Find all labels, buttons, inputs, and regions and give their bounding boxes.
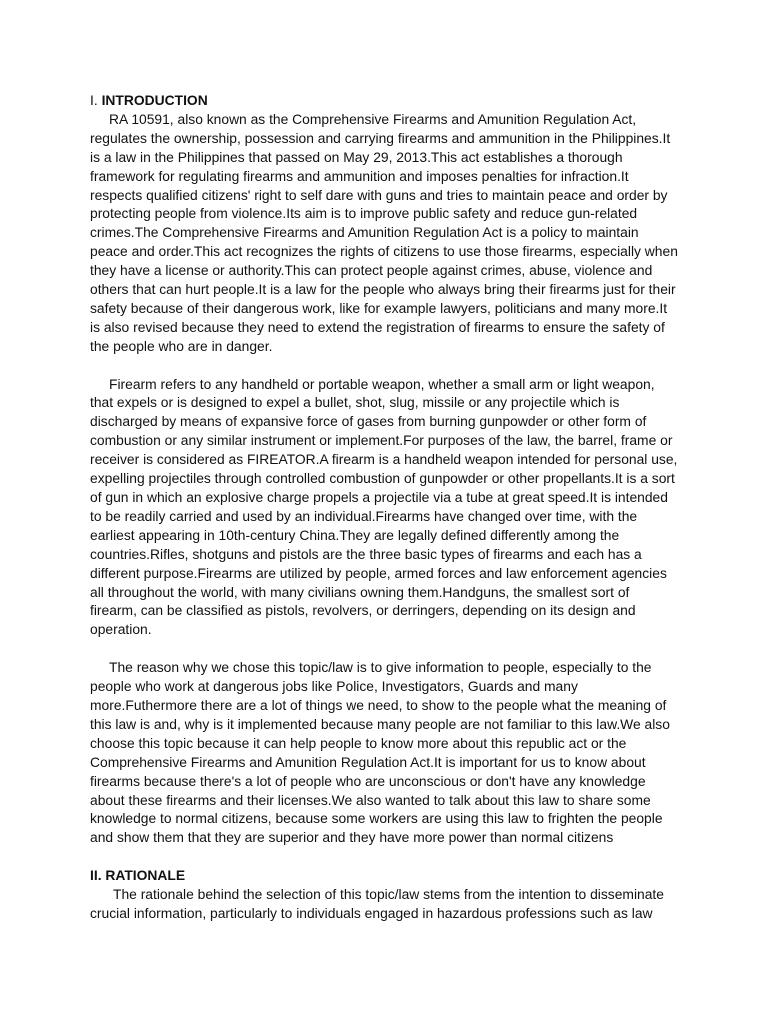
paragraph-spacer [90, 847, 678, 866]
document-page [90, 91, 678, 923]
intro-paragraph-3: The reason why we chose this topic/law is to give information to people, especially to the people who work at dangerous jobs like Police, Investigators, Guards and many more.Futhermore there are a lot of things we need, to show to the people what the meaning of this law is and, why is it implemented because many people are not familiar to this law.We also choose this topic because it can help people to know more about this republic act or the Comprehensive Firearms and Amunition Regulation Act.It is important for us to know about firearms because there's a lot of people who are unconscious or don't have any knowledge about these firearms and their licenses.We also wanted to talk about this law to share some knowledge to normal citizens, because some workers are using this law to frighten the people and show them that they are superior and they have more power than normal citizens [90, 659, 670, 846]
section-title: INTRODUCTION [101, 92, 208, 108]
paragraph-spacer [90, 356, 678, 375]
section-heading-rationale: II. RATIONALE [90, 867, 186, 884]
intro-paragraph-2: Firearm refers to any handheld or portable weapon, whether a small arm or light weapon, that expels or is designed to expel a bullet, shot, slug, missile or any projectile which is discharged by means of expansive force of gases from burning gunpowder or other form of combustion or any similar instrument or implement.For purposes of the law, the barrel, frame or receiver is considered as FIREATOR.A firearm is a handheld weapon intended for personal use, expelling projectiles through controlled combustion of gunpowder or other propellants.It is a sort of gun in which an explosive charge propels a projectile via a tube at great speed.It is intended to be readily carried and used by an individual.Firearms have changed over time, with the earliest appearing in 10th-century China.They are legally defined differently among the countries.Rifles, shotguns and pistols are the three basic types of firearms and each has a different purpose.Firearms are utilized by people, armed forces and law enforcement agencies all throughout the world, with many civilians owning them.Handguns, the smallest sort of firearm, can be classified as pistols, revolvers, or derringers, depending on its design and operation. [90, 375, 678, 638]
rationale-paragraph-1: The rationale behind the selection of this topic/law stems from the intention to disseminate crucial information, particularly to individuals engaged in hazardous professions such as law [90, 886, 664, 921]
section-heading-introduction [90, 91, 678, 110]
section-number: I. [90, 92, 98, 108]
paragraph-spacer [90, 639, 678, 658]
intro-paragraph-1: RA 10591, also known as the Comprehensive Firearms and Amunition Regulation Act, regulates the ownership, possession and carrying firearms and ammunition in the Philippines.It is a law in the Philippines that passed on May 29, 2013.This act establishes a thorough framework for regulating firearms and ammunition and imposes penalties for infraction.It respects qualified citizens' right to self dare with guns and tries to maintain peace and order by protecting people from violence.Its aim is to improve public safety and reduce gun-related crimes.The Comprehensive Firearms and Amunition Regulation Act is a policy to maintain peace and order.This act recognizes the rights of citizens to use those firearms, especially when they have a license or authority.This can protect people against crimes, abuse, violence and others that can hurt people.It is a law for the people who always bring their firearms just for their safety because of their dangerous work, like for example lawyers, politicians and many more.It is also revised because they need to extend the registration of firearms to ensure the safety of the people who are in danger. [90, 110, 678, 354]
